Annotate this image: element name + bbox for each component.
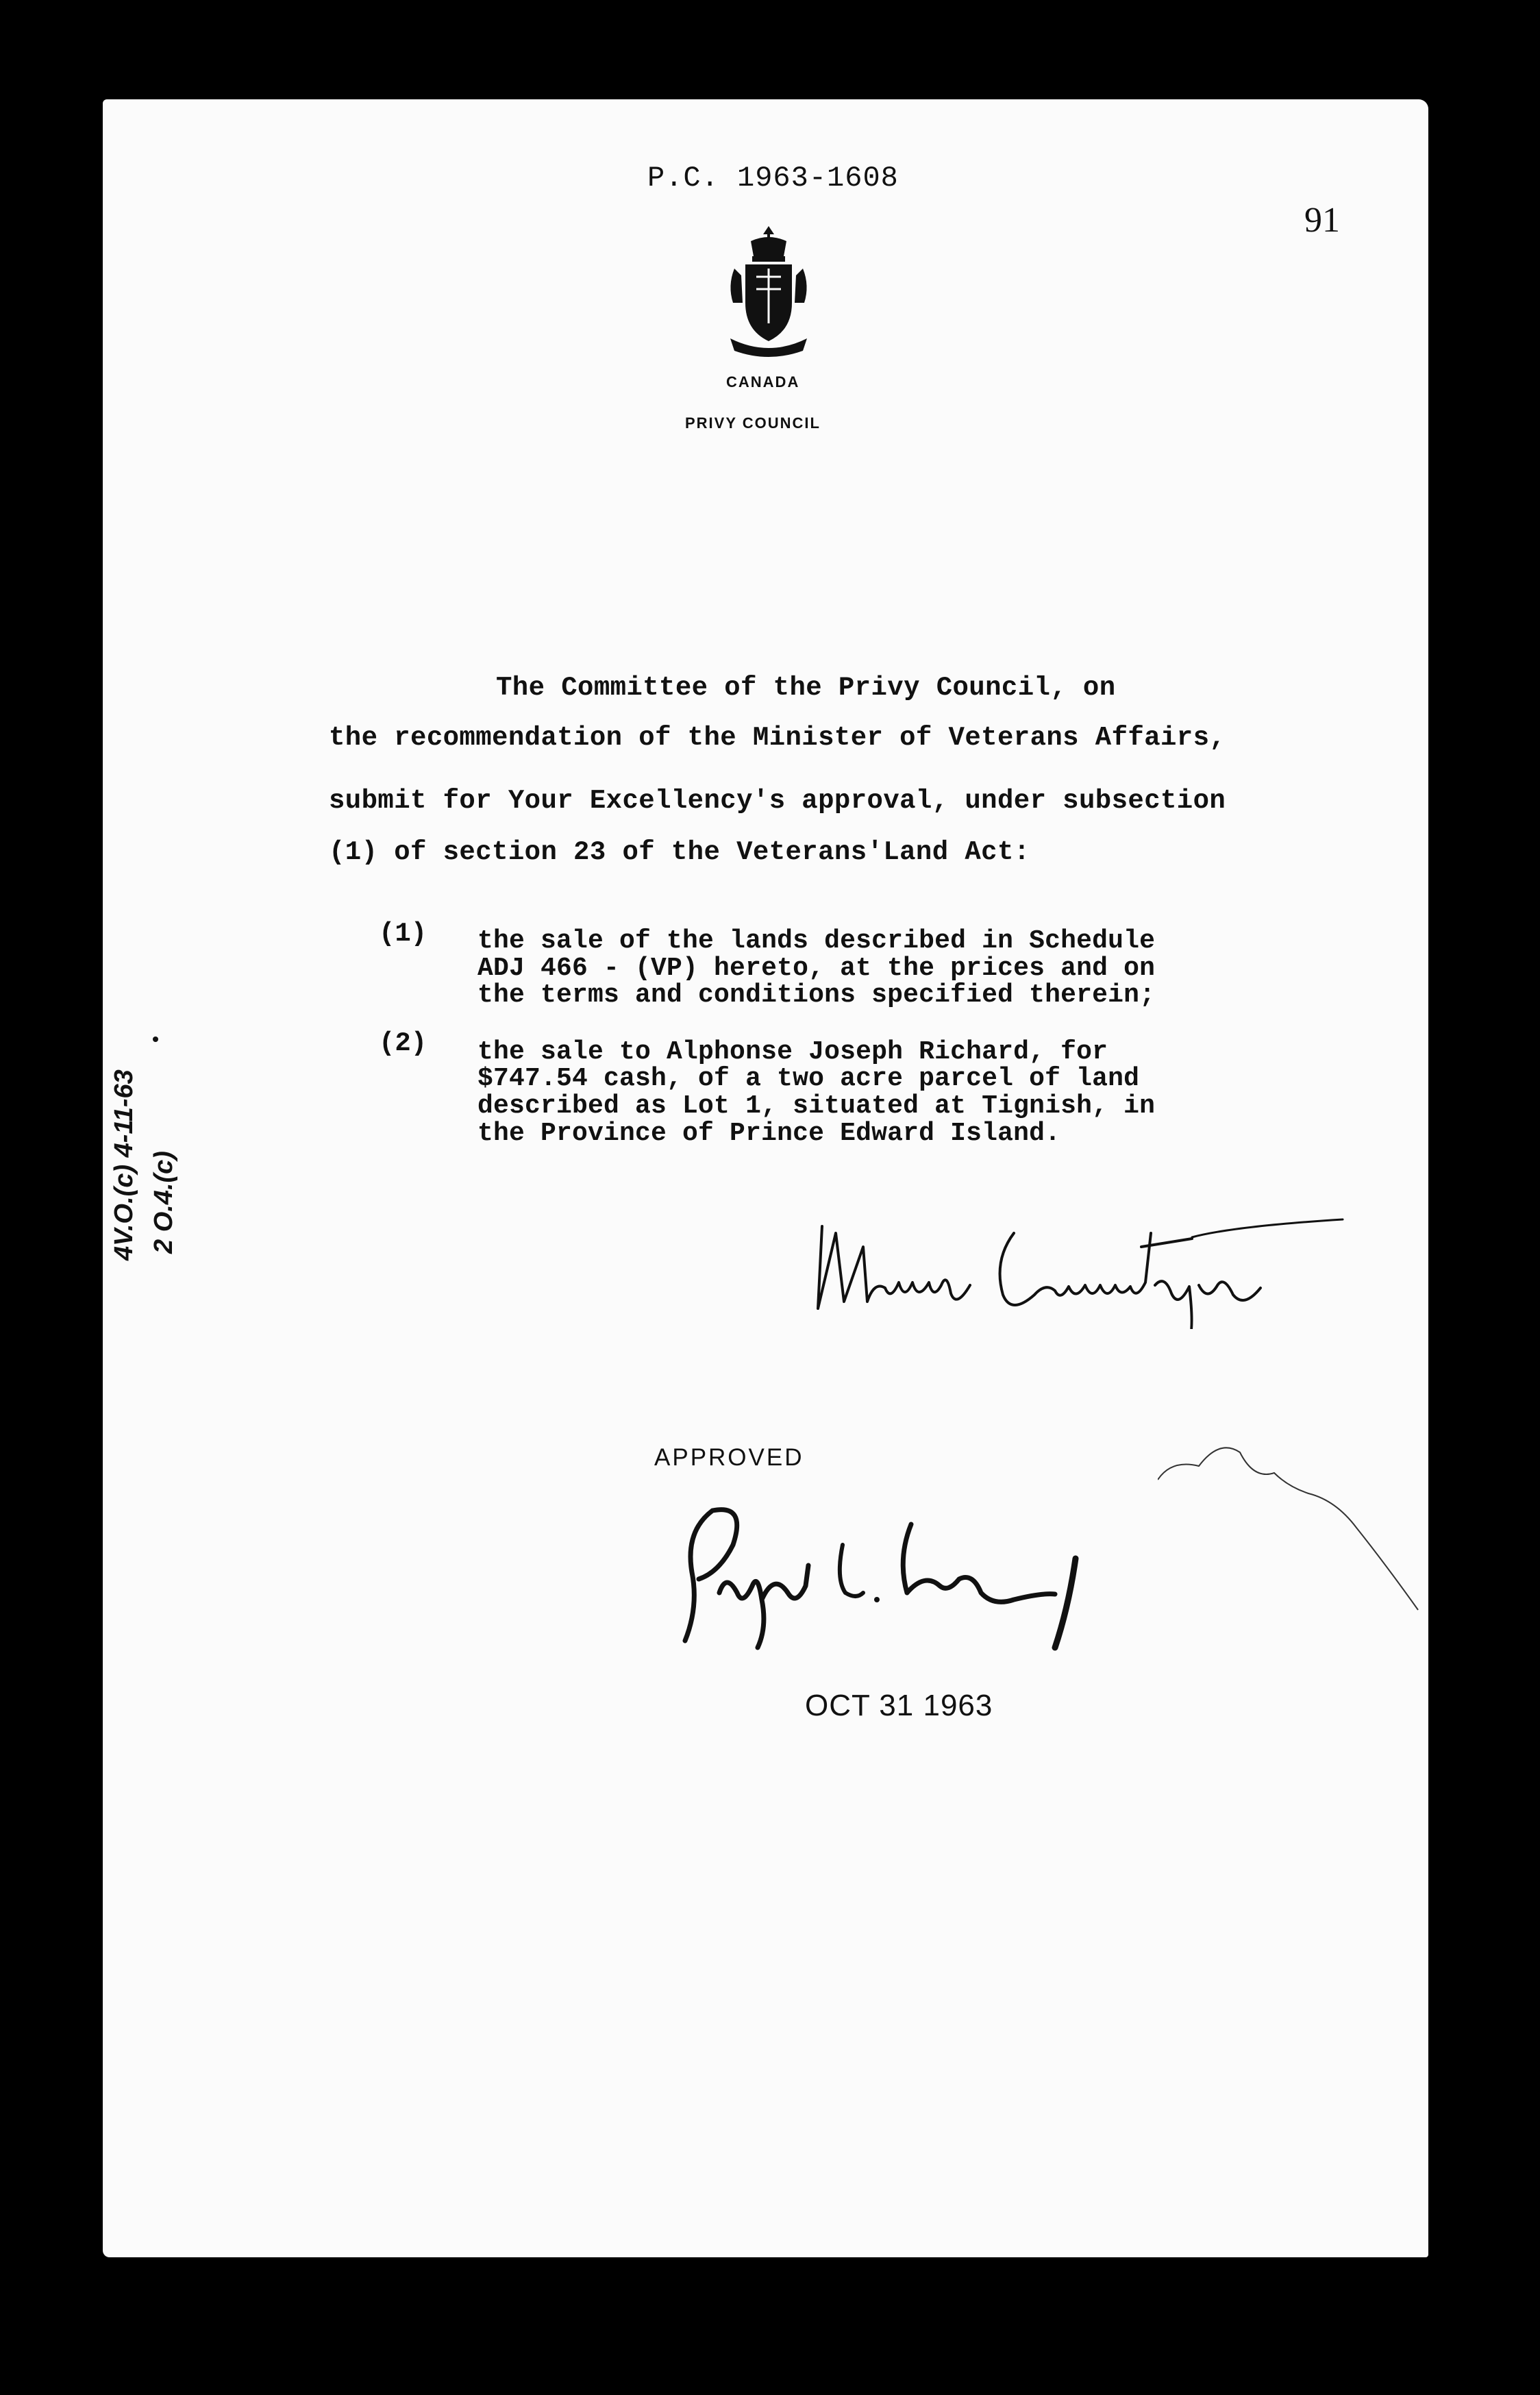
canadian-coat-of-arms-icon bbox=[721, 221, 817, 358]
approval-date-stamp: OCT 31 1963 bbox=[805, 1689, 993, 1722]
country-label: CANADA bbox=[726, 373, 800, 390]
order-number: P.C. 1963-1608 bbox=[647, 162, 899, 195]
margin-dot bbox=[153, 1037, 158, 1042]
item-line: the Province of Prince Edward Island. bbox=[477, 1119, 1061, 1148]
margin-note: 4V.O.(c) 4-11-63 bbox=[110, 1069, 138, 1261]
privy-council-label: PRIVY COUNCIL bbox=[685, 414, 821, 432]
page-number: 91 bbox=[1304, 201, 1340, 240]
item-line: the terms and conditions specified therein; bbox=[477, 980, 1156, 1010]
approved-label: APPROVED bbox=[654, 1444, 804, 1471]
item-line: described as Lot 1, situated at Tignish, in bbox=[477, 1091, 1156, 1121]
item-line: the sale of the lands described in Schedule bbox=[477, 926, 1156, 956]
governor-general-signature bbox=[671, 1490, 1110, 1661]
item-line: ADJ 466 - (VP) hereto, at the prices and on bbox=[477, 954, 1156, 983]
intro-line: submit for Your Excellency's approval, under subsection bbox=[329, 786, 1226, 816]
item-number: (2) bbox=[379, 1028, 427, 1058]
minister-signature bbox=[808, 1206, 1377, 1329]
item-line: the sale to Alphonse Joseph Richard, for bbox=[477, 1037, 1108, 1067]
paper-tear-mark bbox=[1158, 1432, 1425, 1624]
item-line: $747.54 cash, of a two acre parcel of land bbox=[477, 1064, 1140, 1093]
margin-note: 2 O.4.(c) bbox=[149, 1151, 178, 1254]
intro-line: (1) of section 23 of the Veterans'Land Act: bbox=[329, 837, 1030, 867]
intro-line: The Committee of the Privy Council, on bbox=[496, 673, 1116, 703]
item-number: (1) bbox=[379, 919, 427, 949]
intro-line: the recommendation of the Minister of Veterans Affairs, bbox=[329, 723, 1226, 753]
